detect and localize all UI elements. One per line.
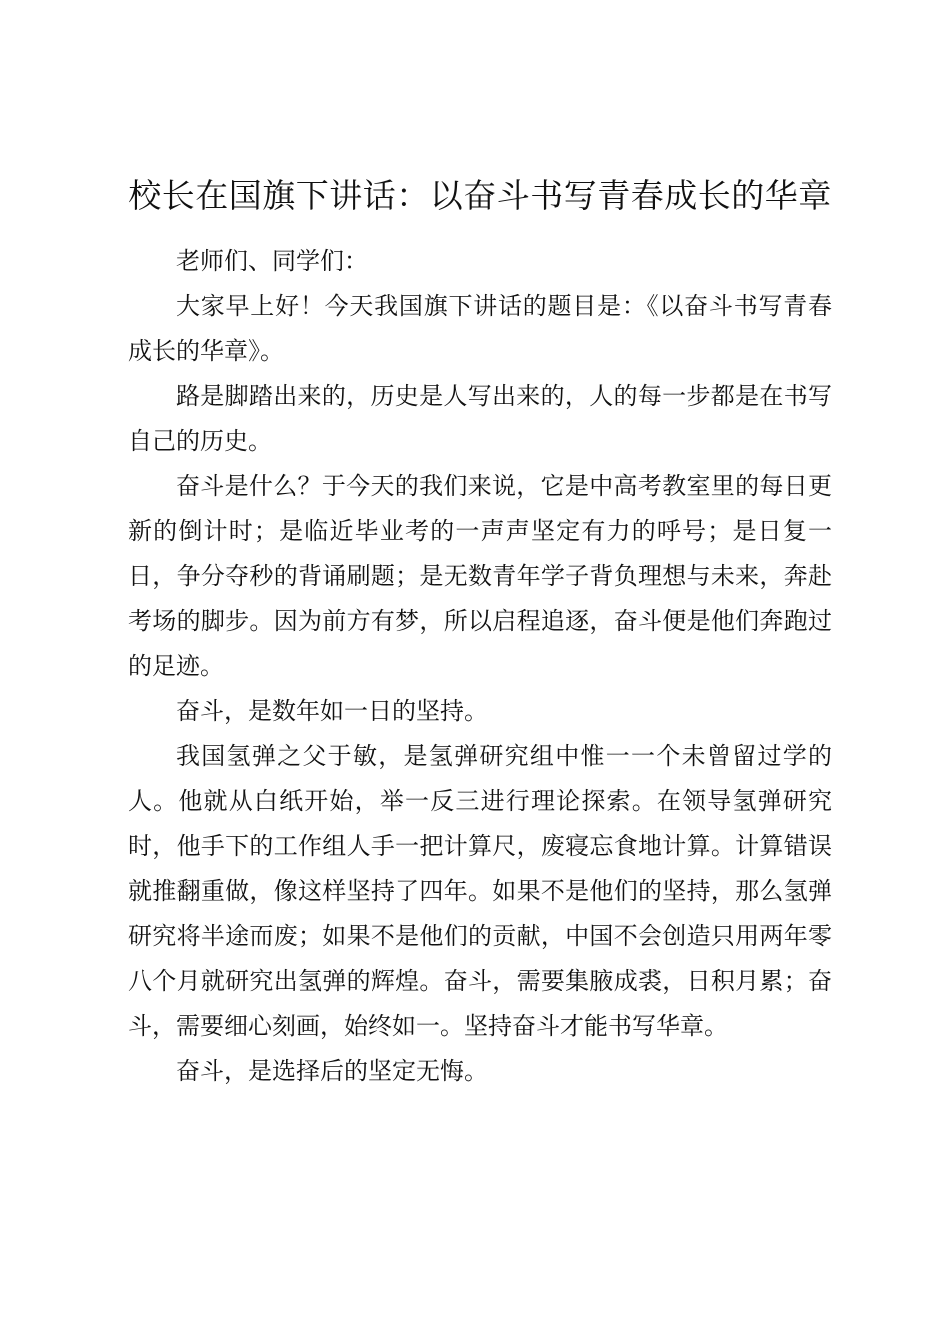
paragraph-greeting: 老师们、同学们： — [176, 247, 368, 275]
paragraph-history: 路是脚踏出来的，历史是人写出来的，人的每一步都是在书写自己的历史。 — [128, 382, 832, 455]
paragraph-choice-heading: 奋斗，是选择后的坚定无悔。 — [176, 1057, 488, 1085]
paragraph-persistence-heading: 奋斗，是数年如一日的坚持。 — [176, 697, 488, 725]
paragraph-what-is-striving: 奋斗是什么？于今天的我们来说，它是中高考教室里的每日更新的倒计时；是临近毕业考的一声声坚定有力的呼号；是日复一日，争分夺秒的背诵刷题；是无数青年学子背负理想与未来，奔赴考场的脚步。因为前方有梦，所以启程追逐，奋斗便是他们奔跑过的足迹。 — [128, 472, 832, 680]
paragraph-opening: 大家早上好！今天我国旗下讲话的题目是：《以奋斗书写青春成长的华章》。 — [128, 292, 832, 365]
paragraph-yu-min-story: 我国氢弹之父于敏，是氢弹研究组中惟一一个未曾留过学的人。他就从白纸开始，举一反三进行理论探索。在领导氢弹研究时，他手下的工作组人手一把计算尺，废寝忘食地计算。计算错误就推翻重做，像这样坚持了四年。如果不是他们的坚持，那么氢弹研究将半途而废；如果不是他们的贡献，中国不会创造只用两年零八个月就研究出氢弹的辉煌。奋斗，需要集腋成裘，日积月累；奋斗，需要细心刻画，始终如一。坚持奋斗才能书写华章。 — [128, 742, 832, 1040]
document-body — [128, 170, 832, 1094]
document-title: 校长在国旗下讲话：以奋斗书写青春成长的华章 — [128, 176, 832, 215]
